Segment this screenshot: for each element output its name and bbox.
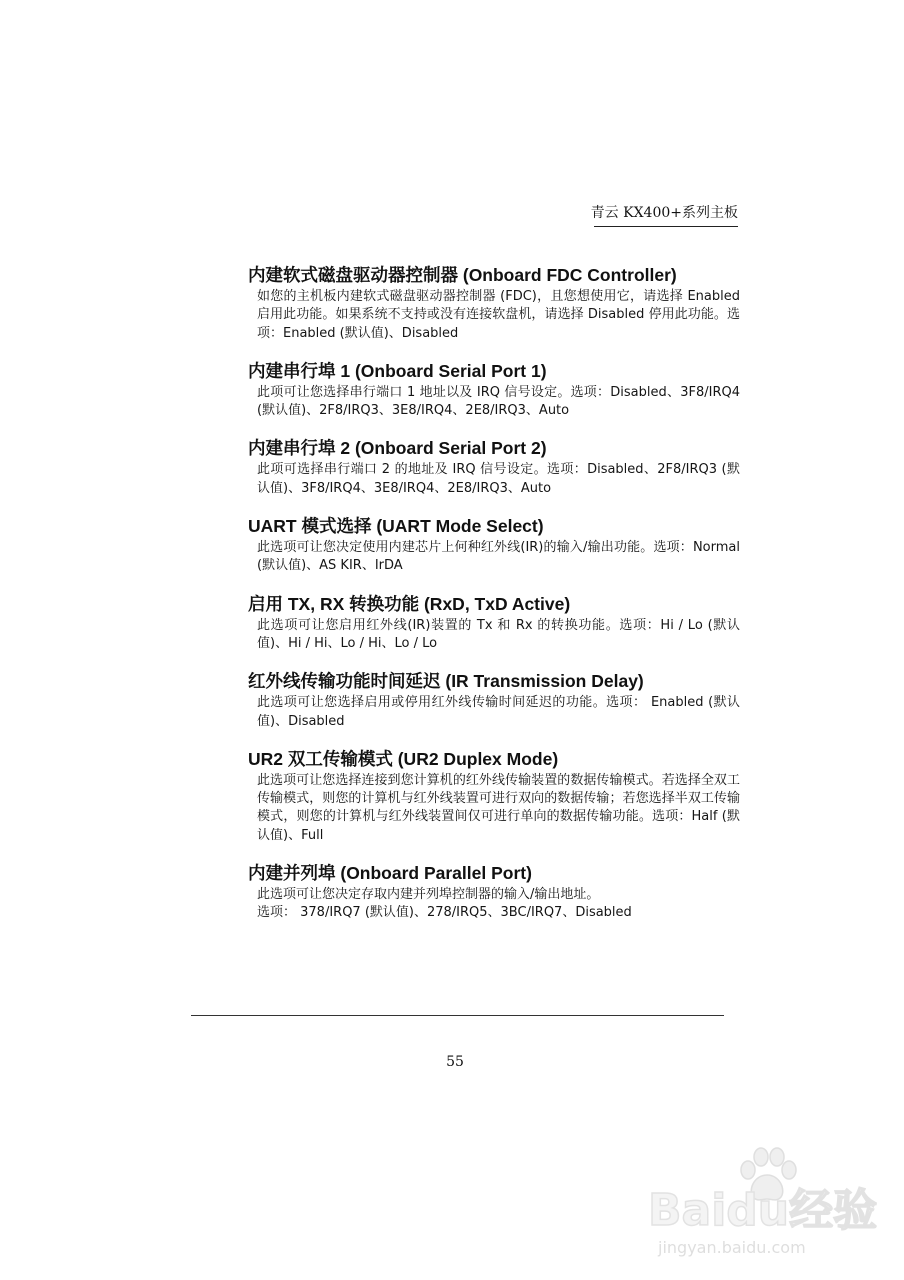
section-rxd-txd-active — [248, 593, 740, 654]
watermark-url: jingyan.baidu.com — [658, 1238, 806, 1257]
watermark-logo: Baidu经验 — [648, 1185, 878, 1236]
section-uart-mode-select — [248, 515, 740, 576]
document-title: 青云 KX400+系列主板 — [590, 205, 738, 221]
section-title: 内建软式磁盘驱动器控制器 (Onboard FDC Controller) — [248, 265, 677, 285]
paw-icon — [736, 1146, 798, 1204]
section-title: UR2 双工传输模式 (UR2 Duplex Mode) — [248, 748, 559, 769]
section-description: 此选项可让您启用红外线(IR)装置的 Tx 和 Rx 的转换功能。选项：Hi / Lo (默认值)、Hi / Hi、Lo / Hi、Lo / Lo — [257, 617, 740, 651]
section-title: UART 模式选择 (UART Mode Select) — [248, 516, 544, 537]
section-title: 内建串行埠 1 (Onboard Serial Port 1) — [248, 360, 547, 381]
section-title: 内建并列埠 (Onboard Parallel Port) — [248, 863, 532, 884]
section-title: 红外线传输功能时间延迟 (IR Transmission Delay) — [248, 671, 644, 692]
section-title: 启用 TX, RX 转换功能 (RxD, TxD Active) — [248, 593, 571, 614]
section-ur2-duplex-mode — [248, 748, 740, 845]
settings-content — [248, 264, 740, 940]
section-description: 此项可选择串行端口 2 的地址及 IRQ 信号设定。选项：Disabled、2F8/IRQ3 (默认值)、3F8/IRQ4、3E8/IRQ4、2E8/IRQ3、Auto — [257, 462, 740, 496]
section-description: 此选项可让您选择连接到您计算机的红外线传输装置的数据传输模式。若选择全双工传输模式，则您的计算机与红外线装置可进行双向的数据传输；若您选择半双工传输模式，则您的计算机与红外线装置间仅可进行单向的数据传输功能。选项：Half (默认值)、Full — [257, 772, 740, 843]
section-description: 此项可让您选择串行端口 1 地址以及 IRQ 信号设定。选项：Disabled、3F8/IRQ4 (默认值)、2F8/IRQ3、3E8/IRQ4、2E8/IRQ3、Auto — [257, 384, 740, 419]
section-description: 此选项可让您决定存取内建并列埠控制器的输入/输出地址。 选项： 378/IRQ7 (默认值)、278/IRQ5、3BC/IRQ7、Disabled — [257, 887, 632, 921]
section-ir-transmission-delay — [248, 670, 740, 731]
footer-divider — [191, 1015, 724, 1016]
page-number: 55 — [446, 1054, 464, 1070]
baidu-jingyan-watermark — [640, 1144, 890, 1264]
section-onboard-serial-port-2 — [248, 437, 740, 498]
section-onboard-parallel-port — [248, 862, 740, 923]
section-onboard-fdc-controller — [248, 264, 740, 343]
section-title: 内建串行埠 2 (Onboard Serial Port 2) — [248, 438, 547, 459]
section-description: 此选项可让您选择启用或停用红外线传输时间延迟的功能。选项： Enabled (默认值)、Disabled — [257, 695, 740, 729]
header-divider — [594, 226, 738, 227]
section-description: 此选项可让您决定使用内建芯片上何种红外线(IR)的输入/输出功能。选项：Normal (默认值)、AS KIR、IrDA — [257, 540, 740, 574]
section-description: 如您的主机板内建软式磁盘驱动器控制器 (FDC)，且您想使用它，请选择 Enabled 启用此功能。如果系统不支持或没有连接软盘机，请选择 Disabled 停用此功能。选项：Enabled (默认值)、Disabled — [257, 289, 740, 341]
section-onboard-serial-port-1 — [248, 360, 740, 421]
